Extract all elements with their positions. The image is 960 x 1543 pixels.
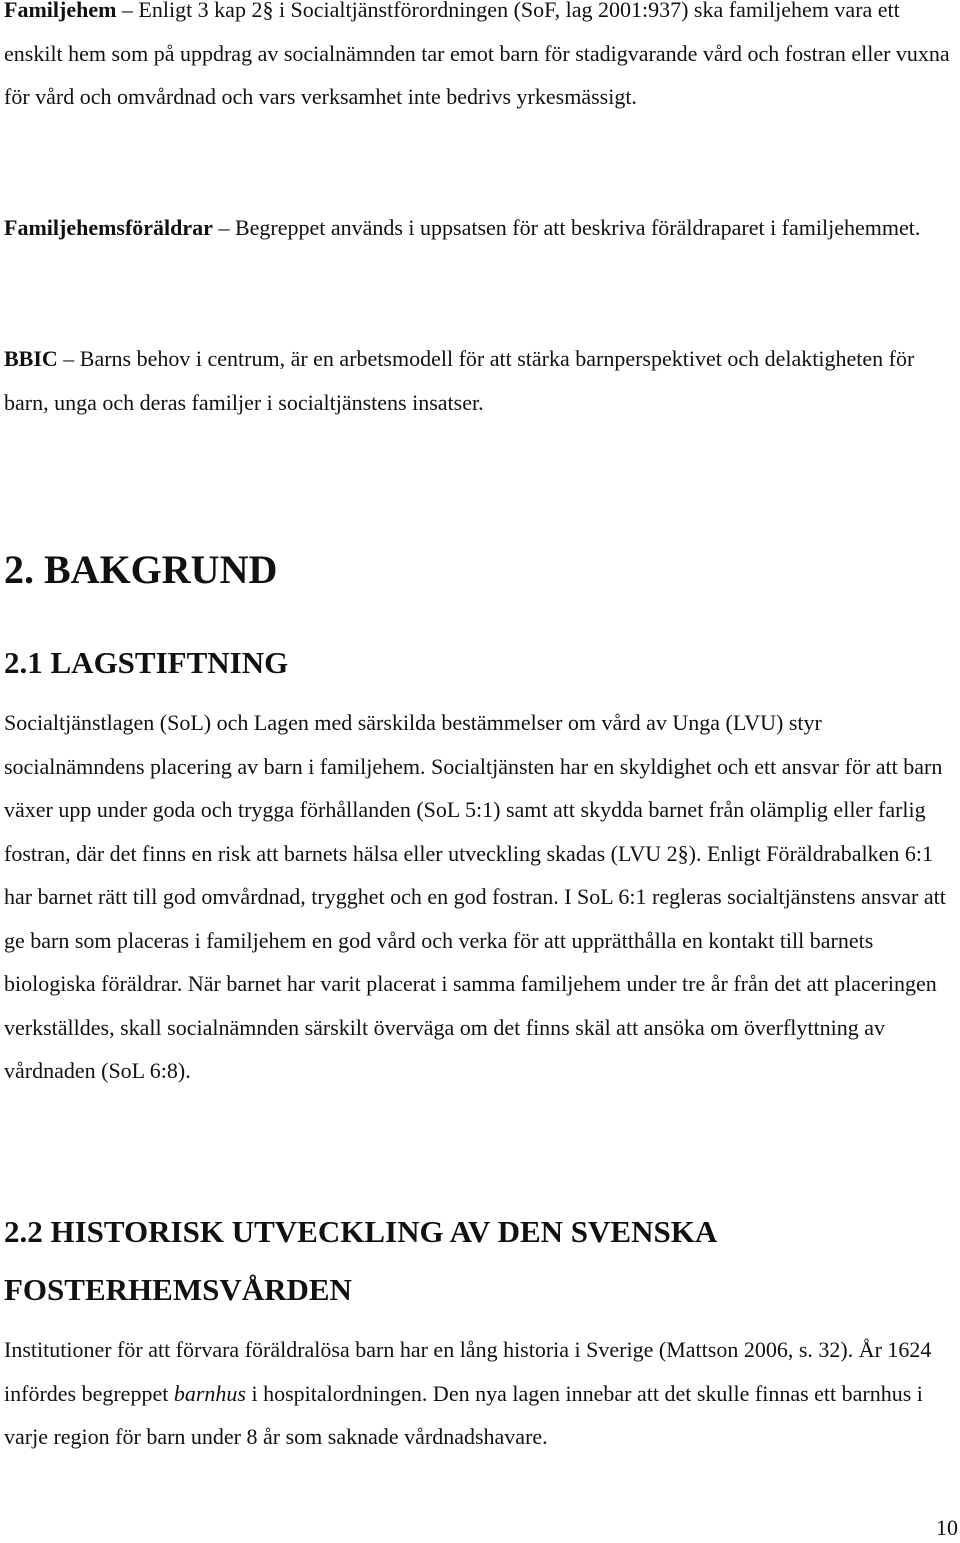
definition-text: Begreppet används i uppsatsen för att beskriva föräldraparet i familjehemmet.: [234, 215, 921, 240]
section-heading-bakgrund: 2. BAKGRUND: [4, 547, 278, 592]
paragraph-italic-term: barnhus: [173, 1380, 246, 1406]
paragraph-text: i hospitalordningen. Den nya lagen innebar att det skulle finnas ett barnhus i varje region för barn under 8 år som saknade vårdnadshavare.: [4, 1380, 923, 1449]
paragraph-historisk-utveckling: [4, 1328, 956, 1459]
definition-dash: –: [57, 346, 80, 371]
section-heading-historisk-utveckling: 2.2 HISTORISK UTVECKLING AV DEN SVENSKA FOSTERHEMSVÅRDEN: [4, 1214, 716, 1307]
definition-dash: –: [212, 215, 235, 240]
definition-familjehem: [4, 0, 956, 119]
definition-familjehemsforaldrar: [4, 206, 956, 250]
paragraph-text: Institutioner för att förvara föräldralösa barn har en lång historia i Sverige (Mattson 2006, s. 32). År 1624 infördes begreppet: [4, 1337, 932, 1406]
definition-term: BBIC: [4, 346, 58, 371]
definition-term: Familjehem: [4, 0, 117, 22]
definition-term: Familjehemsföräldrar: [4, 215, 213, 240]
section-heading-lagstiftning: 2.1 LAGSTIFTNING: [4, 645, 289, 680]
definition-text: Barns behov i centrum, är en arbetsmodell för att stärka barnperspektivet och delaktigheten för barn, unga och deras familjer i socialtjänstens insatser.: [4, 346, 915, 415]
page-number: 10: [936, 1515, 958, 1540]
definition-dash: –: [116, 0, 139, 22]
definition-bbic: [4, 337, 956, 424]
definition-text: Enligt 3 kap 2§ i Socialtjänstförordningen (SoF, lag 2001:937) ska familjehem vara ett enskilt hem som på uppdrag av socialnämnden tar emot barn för stadigvarande vård och fostran eller vuxna för vård och omvårdnad och vars verksamhet inte bedrivs yrkesmässigt.: [4, 0, 950, 109]
paragraph-lagstiftning: Socialtjänstlagen (SoL) och Lagen med särskilda bestämmelser om vård av Unga (LVU) styr socialnämndens placering av barn i familjehem. Socialtjänsten har en skyldighet och ett ansvar för att barn växer upp under goda och trygga förhållanden (SoL 5:1) samt att skydda barnet från olämplig eller farlig fostran, där det finns en risk att barnets hälsa eller utveckling skadas (LVU 2§). Enligt Föräldrabalken 6:1 har barnet rätt till god omvårdnad, trygghet och en god fostran. I SoL 6:1 regleras socialtjänstens ansvar att ge barn som placeras i familjehem en god vård och verka för att upprätthålla en kontakt till barnets biologiska föräldrar. När barnet har varit placerat i samma familjehem under tre år från det att placeringen verkställdes, skall socialnämnden särskilt överväga om det finns skäl att ansöka om överflyttning av vårdnaden (SoL 6:8).: [4, 710, 946, 1083]
